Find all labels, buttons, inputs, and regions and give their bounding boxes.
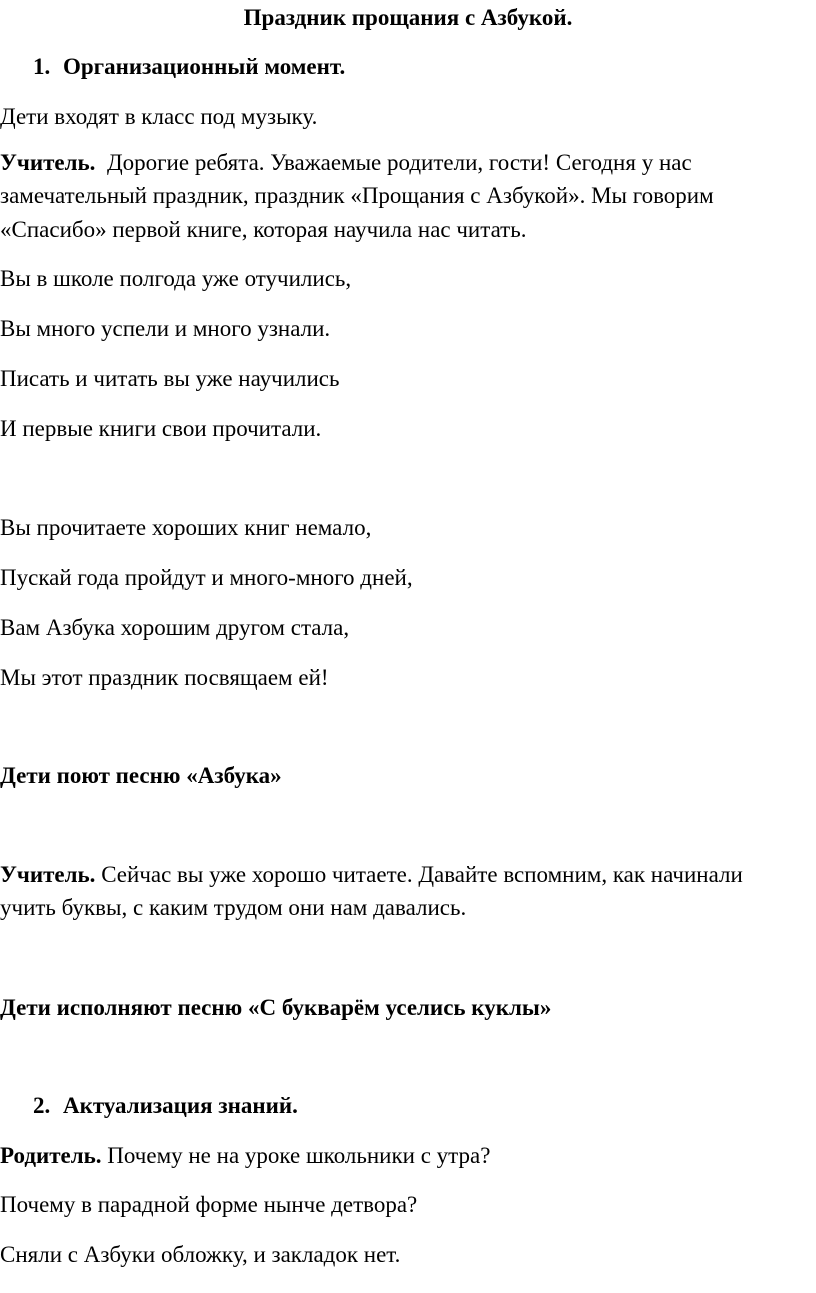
section-title: Актуализация знаний.: [63, 1093, 298, 1118]
section-title: Организационный момент.: [63, 54, 346, 79]
speech-text: Почему не на уроке школьники с утра?: [101, 1143, 491, 1168]
stage-direction-song-2: Дети исполняют песню «С букварём уселись куклы»: [0, 995, 552, 1020]
speech-text: Сейчас вы уже хорошо читаете. Давайте вспомним, как начинали: [95, 862, 743, 887]
section-heading-2: [33, 1091, 298, 1121]
poem-line: И первые книги свои прочитали.: [0, 416, 322, 441]
parent-line-1: [0, 1141, 490, 1171]
page-title: Праздник прощания с Азбукой.: [243, 5, 573, 30]
stage-direction-song-1: Дети поют песню «Азбука»: [0, 763, 282, 788]
section-heading-1: [33, 52, 345, 82]
speaker-label: Учитель.: [0, 150, 96, 175]
section-number: 2.: [33, 1093, 51, 1118]
parent-line-2: Почему в парадной форме нынче детвора?: [0, 1192, 418, 1217]
poem-line: Писать и читать вы уже научились: [0, 366, 340, 391]
teacher-line-1: [0, 148, 692, 178]
poem-line: Вам Азбука хорошим другом стала,: [0, 615, 350, 640]
teacher-line-3: «Спасибо» первой книге, которая научила нас читать.: [0, 217, 527, 242]
poem-line: Пускай года пройдут и много-много дней,: [0, 565, 413, 590]
poem-line: Мы этот праздник посвящаем ей!: [0, 665, 329, 690]
teacher-line-2: замечательный праздник, праздник «Прощания с Азбукой». Мы говорим: [0, 183, 714, 208]
teacher-line-4: [0, 860, 743, 890]
speaker-label: Учитель.: [0, 862, 96, 887]
paragraph-enter: Дети входят в класс под музыку.: [0, 104, 318, 129]
teacher-line-5: учить буквы, с каким трудом они нам давались.: [0, 895, 467, 920]
poem-line: Вы прочитаете хороших книг немало,: [0, 515, 372, 540]
parent-line-3: Сняли с Азбуки обложку, и закладок нет.: [0, 1242, 401, 1267]
poem-line: Вы много успели и много узнали.: [0, 316, 331, 341]
speech-text: Дорогие ребята. Уважаемые родители, гости! Сегодня у нас: [95, 150, 692, 175]
speaker-label: Родитель.: [0, 1143, 102, 1168]
section-number: 1.: [33, 54, 51, 79]
poem-line: Вы в школе полгода уже отучились,: [0, 266, 352, 291]
